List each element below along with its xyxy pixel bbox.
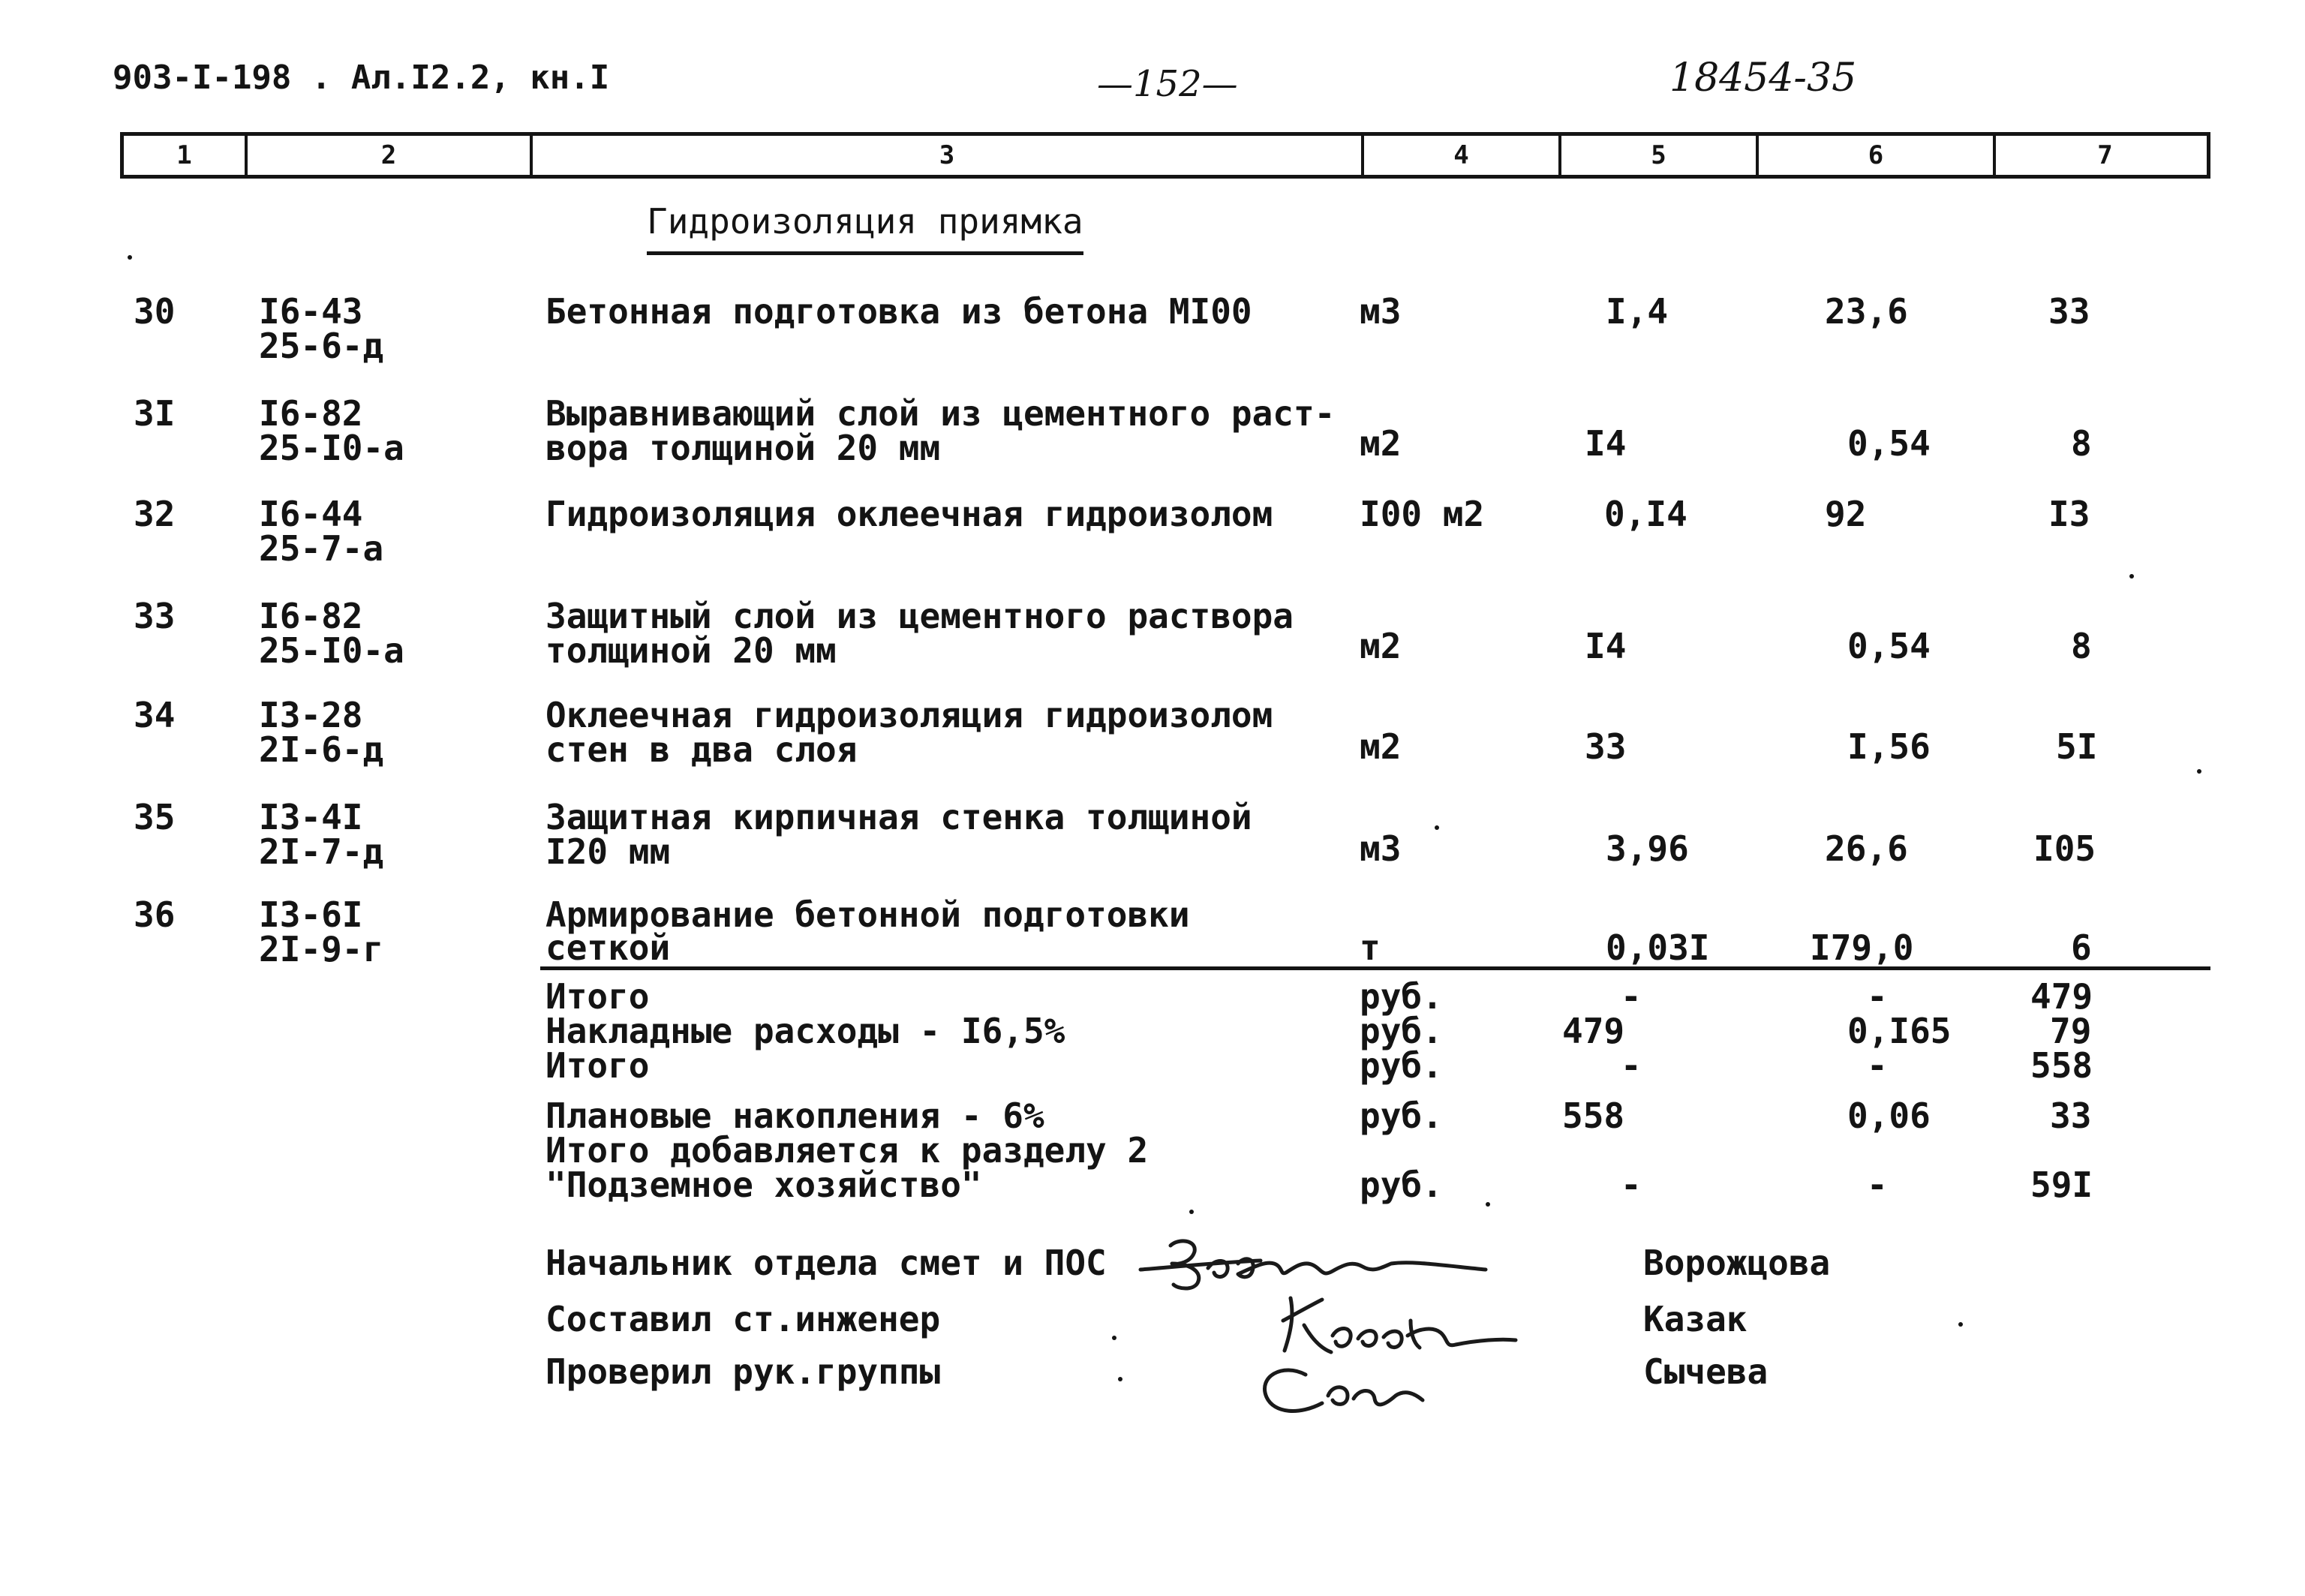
totals-sum: 59I [2030, 1165, 2093, 1205]
work-description: Гидроизоляция оклеечная гидроизолом [545, 494, 1273, 534]
totals-label: Итого [545, 976, 650, 1017]
signatory-role: Проверил рук.группы [545, 1351, 941, 1392]
row-number: 33 [134, 596, 176, 636]
totals-quantity: 479 [1562, 1011, 1625, 1051]
work-description: Армирование бетонной подготовки [545, 894, 1190, 935]
unit-price: 0,54 [1847, 423, 1931, 464]
scan-speck [1118, 1377, 1122, 1381]
handwritten-signatures [1125, 1216, 1591, 1426]
norm-code: 25-7-а [259, 528, 384, 569]
page-number: —152— [1097, 63, 1238, 105]
work-description: сеткой [545, 927, 671, 968]
unit-price: 23,6 [1825, 291, 1908, 332]
total-cost: 8 [2071, 423, 2092, 464]
signature-vorozhtsova [1140, 1241, 1486, 1288]
totals-unit: руб. [1360, 1096, 1443, 1136]
totals-label: Итого добавляется к разделу 2 [545, 1130, 1149, 1171]
scan-speck [1958, 1322, 1963, 1327]
totals-label: "Подземное хозяйство" [545, 1165, 982, 1205]
norm-code: I6-82 [259, 393, 363, 434]
row-number: 3I [134, 393, 176, 434]
work-description: Выравнивающий слой из цементного раст- [545, 393, 1336, 434]
norm-code: I6-44 [259, 494, 363, 534]
scan-speck [1435, 825, 1439, 830]
norm-code: 2I-6-д [259, 729, 384, 770]
norm-code: 2I-7-д [259, 831, 384, 872]
signatory-name: Сычева [1643, 1351, 1769, 1392]
norm-code: 2I-9-г [259, 929, 384, 969]
column-3-header: 3 [533, 136, 1364, 175]
scan-speck [128, 255, 132, 260]
row-number: 32 [134, 494, 176, 534]
totals-quantity: 558 [1562, 1096, 1625, 1136]
total-cost: I3 [2048, 494, 2090, 534]
signature-kazak [1283, 1298, 1516, 1352]
totals-unit: руб. [1360, 1165, 1443, 1205]
signatory-name: Казак [1643, 1299, 1748, 1339]
unit: м2 [1360, 423, 1402, 464]
total-cost: 8 [2071, 626, 2092, 666]
totals-price: - [1867, 976, 1888, 1017]
totals-unit: руб. [1360, 1011, 1443, 1051]
scan-speck [2129, 574, 2134, 579]
row-number: 35 [134, 797, 176, 837]
column-4-header: 4 [1364, 136, 1561, 175]
column-6-header: 6 [1759, 136, 1996, 175]
total-cost: I05 [2033, 828, 2096, 869]
quantity: 33 [1585, 726, 1627, 767]
totals-price: - [1867, 1165, 1888, 1205]
column-2-header: 2 [248, 136, 533, 175]
work-description: Защитный слой из цементного раствора [545, 596, 1294, 636]
totals-label: Плановые накопления - 6% [545, 1096, 1044, 1136]
norm-code: I3-4I [259, 797, 363, 837]
work-description: I20 мм [545, 831, 671, 872]
norm-code: I6-82 [259, 596, 363, 636]
totals-price: - [1867, 1045, 1888, 1086]
signature-sycheva [1265, 1370, 1423, 1411]
totals-sum: 479 [2030, 976, 2093, 1017]
totals-label: Итого [545, 1045, 650, 1086]
reference-number: 18454-35 [1669, 56, 1857, 101]
column-5-header: 5 [1561, 136, 1759, 175]
work-description: Оклеечная гидроизоляция гидроизолом [545, 695, 1273, 735]
totals-sum: 558 [2030, 1045, 2093, 1086]
row-number: 34 [134, 695, 176, 735]
column-1-header: 1 [124, 136, 248, 175]
totals-quantity: - [1621, 1165, 1642, 1205]
totals-price: 0,06 [1847, 1096, 1931, 1136]
unit-price: I,56 [1847, 726, 1931, 767]
totals-separator [540, 966, 2210, 970]
work-description: Защитная кирпичная стенка толщиной [545, 797, 1252, 837]
scan-speck [1189, 1210, 1194, 1214]
norm-code: 25-6-д [259, 326, 384, 366]
totals-price: 0,I65 [1847, 1011, 1952, 1051]
total-cost: 5I [2056, 726, 2098, 767]
row-number: 36 [134, 894, 176, 935]
unit: м3 [1360, 828, 1402, 869]
quantity: I4 [1585, 626, 1627, 666]
unit: м3 [1360, 291, 1402, 332]
norm-code: I3-6I [259, 894, 363, 935]
unit: т [1360, 927, 1381, 968]
totals-quantity: - [1621, 1045, 1642, 1086]
totals-sum: 33 [2050, 1096, 2092, 1136]
work-description: стен в два слоя [545, 729, 858, 770]
row-number: 30 [134, 291, 176, 332]
quantity: 3,96 [1606, 828, 1689, 869]
document-code: 903-I-198 . Ал.I2.2, кн.I [113, 59, 610, 97]
norm-code: 25-I0-а [259, 428, 404, 468]
signatory-role: Начальник отдела смет и ПОС [545, 1243, 1107, 1283]
scan-speck [1486, 1202, 1490, 1207]
work-description: толщиной 20 мм [545, 630, 837, 671]
totals-sum: 79 [2050, 1011, 2092, 1051]
unit-price: 26,6 [1825, 828, 1908, 869]
totals-label: Накладные расходы - I6,5% [545, 1011, 1065, 1051]
unit: I00 м2 [1360, 494, 1485, 534]
quantity: 0,03I [1606, 927, 1710, 968]
totals-quantity: - [1621, 976, 1642, 1017]
section-title: Гидроизоляция приямка [647, 203, 1083, 255]
unit: м2 [1360, 626, 1402, 666]
unit-price: 92 [1825, 494, 1867, 534]
unit: м2 [1360, 726, 1402, 767]
quantity: I4 [1585, 423, 1627, 464]
total-cost: 33 [2048, 291, 2090, 332]
unit-price: I79,0 [1810, 927, 1914, 968]
totals-unit: руб. [1360, 1045, 1443, 1086]
signatory-name: Ворожцова [1643, 1243, 1831, 1283]
column-number-header [120, 132, 2210, 179]
norm-code: I6-43 [259, 291, 363, 332]
scan-speck [2197, 769, 2201, 774]
work-description: Бетонная подготовка из бетона МI00 [545, 291, 1252, 332]
total-cost: 6 [2071, 927, 2092, 968]
totals-unit: руб. [1360, 976, 1443, 1017]
quantity: 0,I4 [1604, 494, 1687, 534]
norm-code: 25-I0-а [259, 630, 404, 671]
work-description: вора толщиной 20 мм [545, 428, 941, 468]
norm-code: I3-28 [259, 695, 363, 735]
quantity: I,4 [1606, 291, 1669, 332]
signatory-role: Составил ст.инженер [545, 1299, 941, 1339]
scan-speck [1112, 1336, 1116, 1340]
unit-price: 0,54 [1847, 626, 1931, 666]
column-7-header: 7 [2097, 140, 2113, 170]
